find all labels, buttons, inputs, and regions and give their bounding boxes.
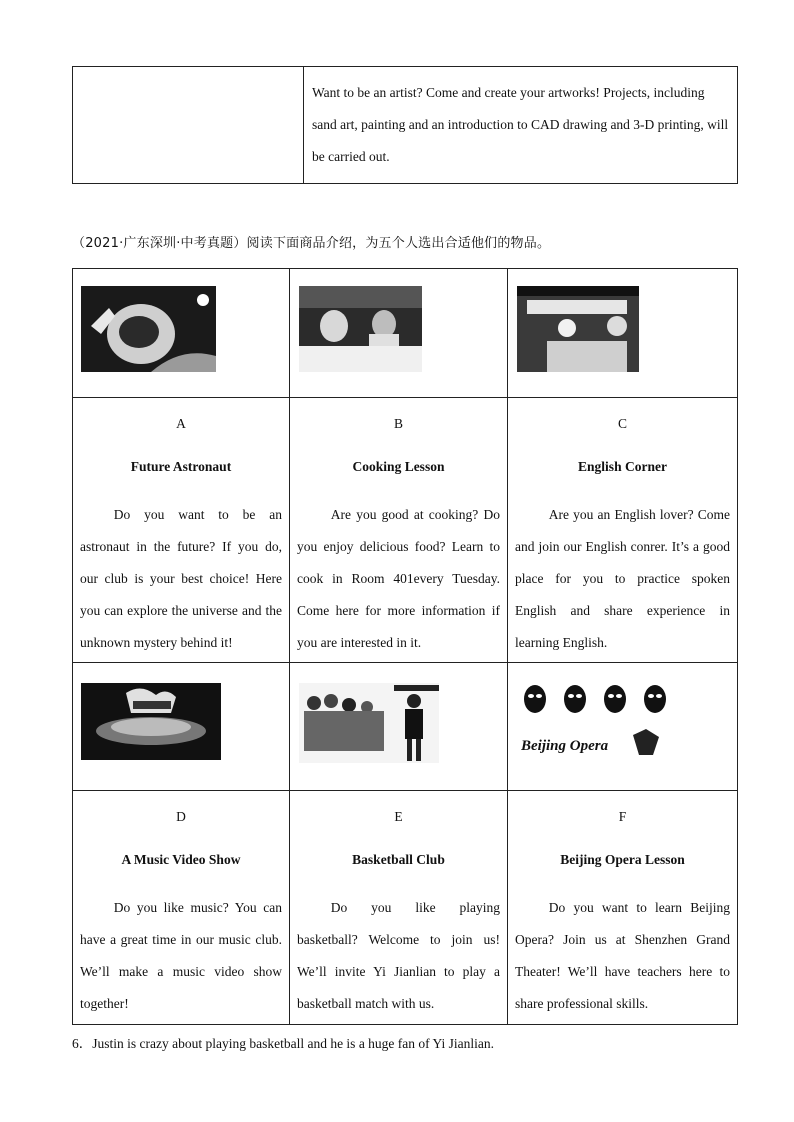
question-6: 6．Justin is crazy about playing basketball and he is a huge fan of Yi Jianlian. [72, 1036, 495, 1051]
cooking-image [299, 286, 422, 372]
item-d [73, 791, 289, 1020]
item-letter: C [617, 416, 627, 431]
top-table-left-cell [73, 67, 304, 183]
question-intro: （2021·广东深圳·中考真题）阅读下面商品介绍，为五个人选出合适他们的物品。 [72, 236, 551, 251]
item-title: Beijing Opera Lesson [560, 852, 685, 867]
item-description: Do you want to be an astronaut in the future? If you do, our club is your best choice! Here you can explore the universe and the unknown mystery behind it! [80, 507, 282, 650]
item-title: Basketball Club [352, 852, 445, 867]
basketball-image [299, 683, 439, 763]
item-a [73, 398, 289, 659]
item-description: Do you like music? You can have a great time in our music club. We’ll make a music video show together! [80, 900, 282, 1011]
english-corner-image [517, 286, 639, 372]
item-letter: D [176, 809, 186, 824]
item-letter: E [394, 809, 403, 824]
beijing-opera-image [521, 683, 671, 765]
item-description: Do you want to learn Beijing Opera? Join us at Shenzhen Grand Theater! We’ll have teachers here to share professional skills. [515, 900, 730, 1011]
opera-caption: Beijing Opera [521, 738, 609, 754]
artist-club-text: Want to be an artist? Come and create your artworks! Projects, including sand art, painting and an introduction to CAD drawing and 3-D printing, will be carried out. [312, 85, 729, 164]
item-e [290, 791, 507, 1020]
item-letter: F [618, 809, 627, 824]
item-description: Are you good at cooking? Do you enjoy delicious food? Learn to cook in Room 401every Tuesday. Come here for more information if you are interested in it. [297, 507, 500, 650]
item-b [290, 398, 507, 659]
item-title: English Corner [578, 459, 667, 474]
item-description: Are you an English lover? Come and join our English conrer. It’s a good place for you to practice spoken English and share experience in learning English. [515, 507, 730, 650]
item-title: Cooking Lesson [352, 459, 445, 474]
astronaut-image [81, 286, 216, 372]
club-grid [72, 268, 738, 1025]
item-title: Future Astronaut [130, 459, 232, 474]
top-table [72, 66, 738, 184]
music-video-image [81, 683, 221, 760]
item-c [508, 398, 737, 659]
item-f [508, 791, 737, 1020]
item-letter: A [176, 416, 186, 431]
item-title: A Music Video Show [121, 852, 241, 867]
item-letter: B [393, 416, 403, 431]
grid-line [73, 662, 737, 663]
item-description: Do you like playing basketball? Welcome to join us! We’ll invite Yi Jianlian to play a basketball match with us. [297, 900, 500, 1011]
